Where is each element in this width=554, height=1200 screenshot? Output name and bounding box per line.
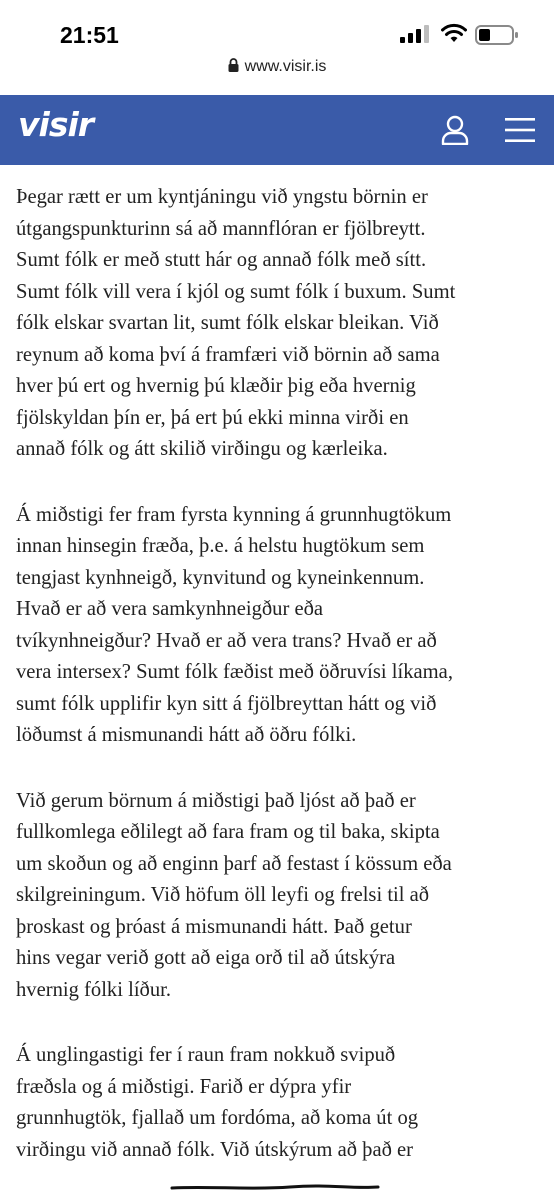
text-line: Sumt fólk er með stutt hár og annað fólk með sítt. [16,249,427,271]
text-line: hins vegar verið gott að eiga orð til að útskýra [16,947,396,969]
text-line: vera intersex? Sumt fólk fæðist með öðruvísi líkama, [16,661,453,683]
text-line: Á miðstigi fer fram fyrsta kynning á grunnhugtökum [16,503,452,526]
site-header [0,95,554,165]
text-line: útgangspunkturinn sá að mannflóran er fjölbreytt. [16,217,426,240]
status-bar [0,0,554,60]
text-line: Á unglingastigi fer í raun fram nokkuð svipuð [16,1044,396,1066]
pen-scribble-mark [170,1184,380,1192]
text-line: fjölskyldan þín er, þá ert þú ekki minna virði en [16,406,409,429]
url-text: www.visir.is [244,58,327,75]
text-line: annað fólk og átt skilið virðingu og kærleika. [16,438,388,460]
text-line: tvíkynhneigður? Hvað er að vera trans? Hvað er að [16,629,437,652]
article-paragraph [16,1040,544,1166]
text-line: löðumst á mismunandi hátt að öðru fólki. [16,724,357,746]
cellular-signal-icon [400,25,430,43]
text-line: hvernig fólki líður. [16,978,172,1001]
text-line: hver þú ert og hvernig þú klæðir þig eða hvernig [16,375,416,397]
text-line: fræðsla og á miðstigi. Farið er dýpra yfir [16,1075,352,1098]
article-paragraph [16,182,544,466]
wifi-icon [441,23,467,43]
article-paragraph [16,786,544,1007]
article-paragraph [16,500,544,752]
article-body [16,182,544,1200]
text-line: Hvað er að vera samkynhneigður eða [16,598,324,620]
text-line: um skoðun og að enginn þarf að festast í kössum eða [16,852,452,875]
text-line: tengjast kynhneigð, kynvitund og kyneinkennum. [16,566,425,589]
address-bar[interactable] [0,58,554,80]
text-line: sumt fólk upplifir kyn sitt á fjölbreyttan hátt og við [16,692,437,715]
text-line: Þegar rætt er um kyntjáningu við yngstu börnin er [16,186,428,208]
text-line: þroskast og þróast á mismunandi hátt. Það getur [16,915,412,938]
text-line: grunnhugtök, fjallað um fordóma, að koma út og [16,1107,419,1129]
user-icon[interactable] [440,115,470,145]
text-line: innan hinsegin fræða, þ.e. á helstu hugtökum sem [16,535,425,557]
text-line: Við gerum börnum á miðstigi það ljóst að það er [16,789,416,812]
lock-icon [228,58,239,72]
text-line: Sumt fólk vill vera í kjól og sumt fólk í buxum. Sumt [16,280,456,303]
text-line: virðingu við annað fólk. Við útskýrum að það er [16,1138,414,1161]
battery-icon [475,25,519,45]
text-line: fullkomlega eðlilegt að fara fram og til baka, skipta [16,821,440,843]
text-line: reynum að koma því á framfæri við börnin að sama [16,343,440,366]
status-time: 21:51 [60,22,119,48]
text-line: fólk elskar svartan lit, sumt fólk elskar bleikan. Við [16,312,439,334]
hamburger-menu-icon[interactable] [505,117,535,143]
site-logo[interactable]: visir [18,105,94,144]
text-line: skilgreiningum. Við höfum öll leyfi og frelsi til að [16,884,430,906]
